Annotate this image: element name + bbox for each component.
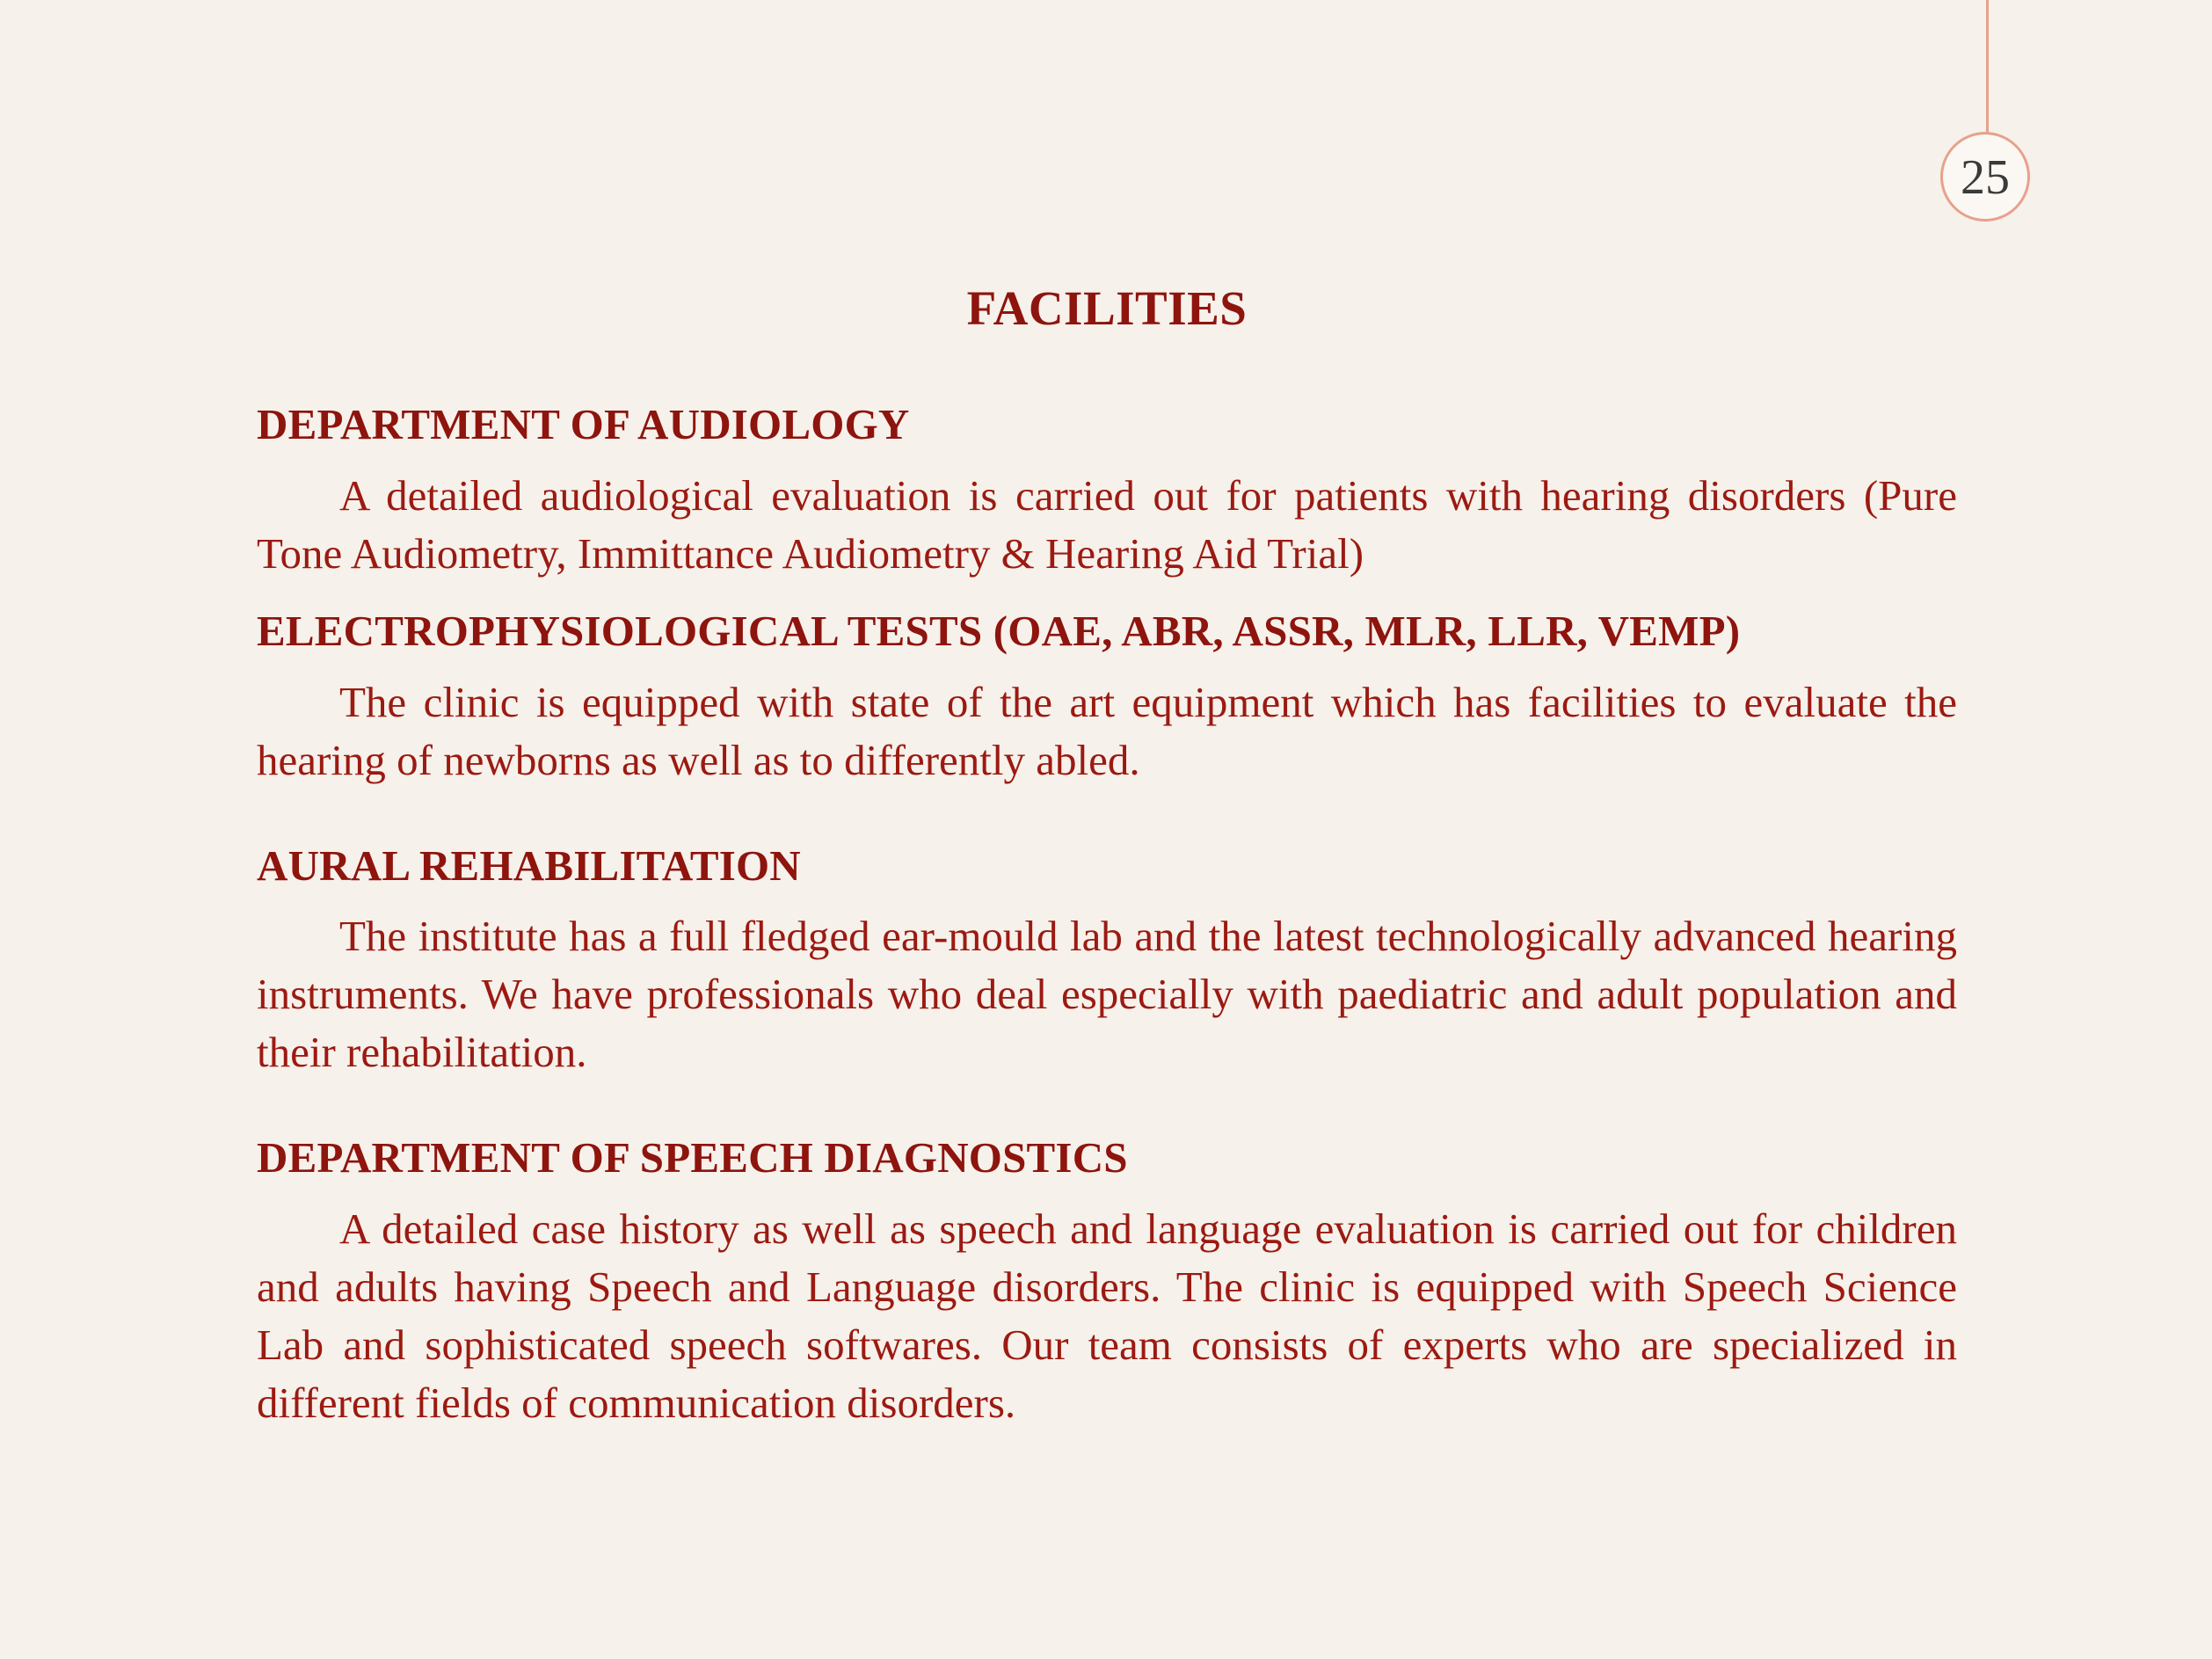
section-heading: AURAL REHABILITATION: [257, 840, 801, 890]
page-marker-line: [1986, 0, 1989, 132]
section-heading: DEPARTMENT OF SPEECH DIAGNOSTICS: [257, 1133, 1128, 1182]
section-body: A detailed audiological evaluation is carried out for patients with hearing disorders (Pure Tone Audiometry, Immittance Audiometry & Hearing Aid Trial): [257, 470, 1957, 578]
section-aural-rehabilitation: [257, 840, 1957, 1082]
section-electrophysiological-tests: [257, 606, 1957, 789]
page-content: [257, 280, 1957, 1432]
page-number: 25: [1961, 150, 2010, 205]
section-audiology: [257, 399, 1957, 583]
section-body: The institute has a full fledged ear-mould lab and the latest technologically advanced hearing instruments. We have professionals who deal especially with paediatric and adult population and their rehabilitation.: [257, 912, 1957, 1077]
section-body: A detailed case history as well as speech and language evaluation is carried out for children and adults having Speech and Language disorders. The clinic is equipped with Speech Science Lab and sophisticated speech softwares. Our team consists of experts who are specialized in different fields of communication disorders.: [257, 1204, 1957, 1428]
section-speech-diagnostics: [257, 1132, 1957, 1432]
page-number-badge: [1940, 132, 2030, 222]
page-title: FACILITIES: [966, 281, 1248, 335]
section-heading: ELECTROPHYSIOLOGICAL TESTS (OAE, ABR, ASSR, MLR, LLR, VEMP): [257, 606, 1741, 655]
section-body: The clinic is equipped with state of the art equipment which has facilities to evaluate the hearing of newborns as well as to differently abled.: [257, 677, 1957, 784]
section-heading: DEPARTMENT OF AUDIOLOGY: [257, 400, 910, 448]
